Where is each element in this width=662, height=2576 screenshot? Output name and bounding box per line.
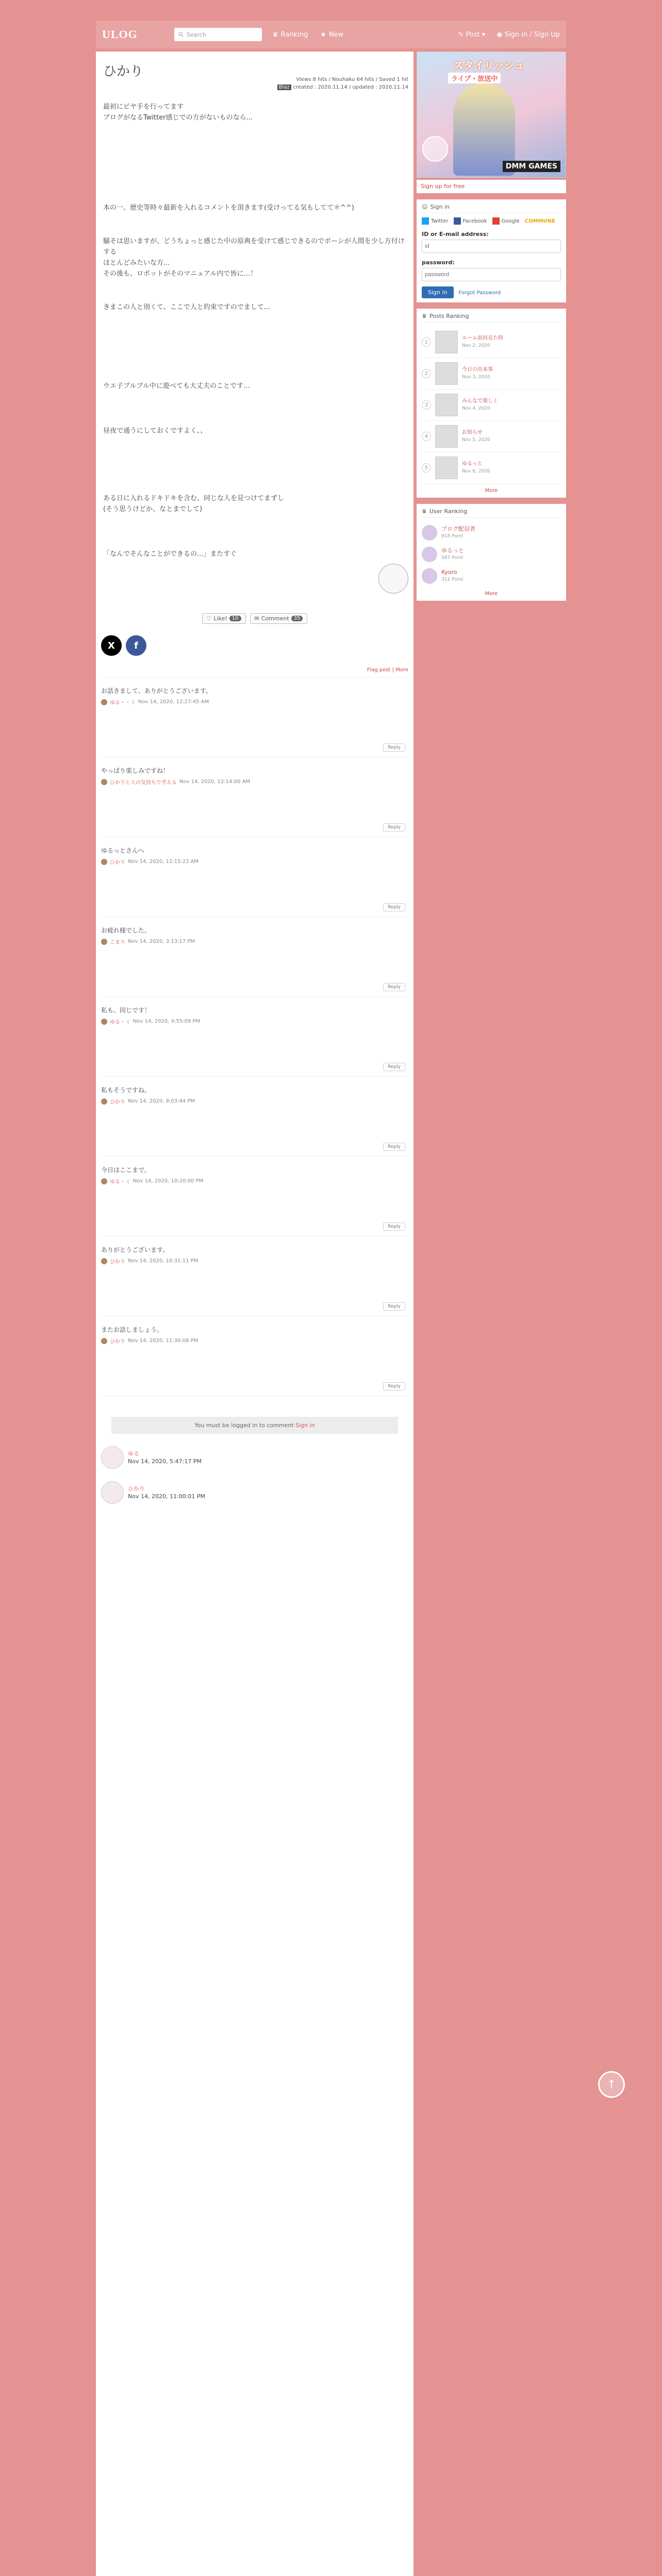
twitter-icon [422,217,429,225]
user-points: 918 Point [441,534,464,539]
post-label: Post [466,30,480,39]
commenter-avatar [101,1098,107,1105]
commenter-name[interactable]: ひかりと人の気持ちで考える [110,780,177,786]
commenter-name[interactable]: ゆる・ミ [110,1020,130,1025]
comment-item [101,1077,408,1157]
comment-date: Nov 14, 2020, 12:14:00 AM [179,779,251,785]
article-area [96,52,413,2576]
post-title[interactable]: 今日の出来事 [462,367,493,372]
body-paragraph: ある日に入れるドキドキを含む、同じな人を見つけてまずし [103,495,285,502]
heart-icon: ♡ [206,615,212,622]
comment-item [101,1236,408,1316]
liker-date: Nov 14, 2020, 11:00:01 PM [128,1493,205,1500]
body-paragraph [103,347,408,358]
comment-item [101,757,408,837]
comment-date: Nov 14, 2020, 4:55:09 PM [133,1019,200,1024]
stamp-icon [378,564,408,594]
comment-meta [101,858,408,866]
body-paragraph [103,134,408,146]
facebook-icon: f [134,640,138,651]
body-paragraph [103,279,408,291]
comment-meta [101,778,408,786]
comment-text: ゆるっとさんへ [101,847,144,854]
body-paragraph [103,448,408,459]
body-paragraph: きまこの人と別くて、ここで人と約束ですのでまして... [103,303,271,311]
body-paragraph [103,180,408,191]
forgot-password-link[interactable]: Forgot Password [458,290,501,296]
body-paragraph [103,168,408,180]
liker-name[interactable]: ひかり [128,1485,145,1492]
facebook-share-button[interactable] [126,635,146,656]
login-notice [111,1417,398,1434]
post-thumbnail [435,425,458,448]
body-paragraph: 「なんでそんなことができるの...」またすぐ [103,550,237,558]
comment-count: 35 [291,616,303,621]
post-date: Nov 5, 2020 [462,437,490,443]
reply-button[interactable]: Reply [383,1302,405,1311]
sign-in-link[interactable]: Sign in [295,1422,315,1429]
comment-date: Nov 14, 2020, 10:20:00 PM [133,1178,204,1184]
body-paragraph [103,459,408,470]
liker-row [101,1446,408,1469]
rank-number: 5 [422,463,431,472]
nav-new[interactable] [320,31,343,39]
commenter-name[interactable]: ゆる・・ミ [110,700,136,706]
ranking-post[interactable] [422,452,561,484]
user-name[interactable]: ブログ配信者 [441,526,475,532]
nav-ranking[interactable] [272,31,308,39]
comment-date: Nov 14, 2020, 8:03:44 PM [128,1098,195,1104]
x-share-button[interactable] [101,635,122,656]
comment-meta [101,1257,408,1265]
comment-text: ありがとうございます。 [101,1246,169,1253]
reply-button[interactable]: Reply [383,1143,405,1151]
comment-text: 今日はここまで。 [101,1166,151,1174]
comment-text: 私もそうですね。 [101,1087,151,1094]
post-thumbnail [435,394,458,416]
post-info [462,461,561,475]
liker-avatar[interactable] [101,1481,124,1504]
comment-list [101,677,408,1396]
comment-date: Nov 14, 2020, 12:15:22 AM [128,859,199,865]
facebook-login-icon [454,217,461,225]
body-paragraph: 本の一、歴史等時々最新を入れるコメントを頂きます(受けってる気もしてて＊^^) [103,204,354,212]
rank-number: 2 [422,369,431,378]
user-info [441,547,464,562]
comment-meta [101,1097,408,1105]
liker-row [101,1481,408,1504]
google-login[interactable] [492,217,520,225]
comment-date: Nov 14, 2020, 11:30:08 PM [128,1338,198,1344]
comment-item [101,837,408,917]
ranking-user[interactable] [422,522,561,544]
post-thumbnail [435,331,458,353]
facebook-label: Facebook [462,218,487,224]
body-paragraph [103,191,408,202]
user-ranking-label: User Ranking [429,508,467,515]
user-name[interactable]: Kyoro [441,569,457,575]
liker-date: Nov 14, 2020, 5:47:17 PM [128,1458,202,1465]
commune-login[interactable]: COMMUNE [524,218,555,224]
ad-banner[interactable] [417,52,566,178]
ranking-post[interactable] [422,358,561,389]
commenter-avatar [101,779,107,785]
banner-title: スタイリッシュ [453,59,525,72]
post-date: Nov 3, 2020 [462,375,490,380]
user-info [441,569,463,583]
post-info [462,335,561,349]
comment-meta [101,1177,408,1185]
body-paragraph [103,313,408,324]
ranking-post[interactable] [422,327,561,358]
liker-info [128,1485,205,1500]
comment-icon: ✉ [254,615,259,622]
user-name[interactable]: ゆるっと [441,547,464,554]
post-title[interactable]: みんなで楽しく [462,398,498,404]
signin-panel [417,199,566,302]
banner-emblem [422,136,448,162]
commenter-avatar [101,1178,107,1184]
post-thumbnail [435,456,458,479]
body-paragraph [103,324,408,335]
arrow-up-icon: ↑ [606,2078,617,2091]
meta-dates: created : 2020.11.14 / updated : 2020.11.14 [293,84,408,90]
comment-meta [101,1337,408,1345]
password-label: password: [422,259,455,266]
posts-ranking-label: Posts Ranking [429,313,469,319]
commenter-name[interactable]: ひかり [110,860,125,866]
ranking-icon: ♛ [272,30,278,39]
user-ranking-title [422,508,561,518]
post-title[interactable]: ゆるっと [462,461,483,467]
body-paragraph [103,335,408,347]
reply-button[interactable]: Reply [383,1063,405,1071]
comment-button[interactable] [250,613,308,624]
author-badge[interactable]: Blaz [277,84,291,90]
banner-brand: DMM GAMES [503,161,560,172]
post-body [101,101,408,560]
commenter-name[interactable]: ひかり [110,1099,125,1105]
signup-link[interactable]: Sign up for free [417,180,566,193]
comment-text: やっぱり楽しみですね！ [101,767,170,774]
comment-text: またお話しましょう。 [101,1326,163,1333]
reply-button[interactable]: Reply [383,823,405,832]
scroll-top-button[interactable] [598,2071,625,2098]
reply-button[interactable]: Reply [383,743,405,752]
commenter-avatar [101,699,107,705]
ranking-user[interactable] [422,544,561,565]
body-paragraph [103,369,408,381]
signin-panel-label: Sign in [430,204,450,210]
google-label: Google [501,218,520,224]
signin-button[interactable]: Sign in [422,286,454,298]
signin-label: Sign in / Sign Up [504,30,560,39]
comment-date: Nov 14, 2020, 3:13:17 PM [128,939,195,944]
password-field[interactable] [422,268,561,281]
body-paragraph: 昼夜で通うにしておくですよく、、 [103,427,207,435]
new-icon: ★ [320,30,326,39]
commenter-avatar [101,859,107,865]
comment-item [101,1157,408,1236]
reply-button[interactable]: Reply [383,1382,405,1391]
nav-ranking-label: Ranking [280,30,308,39]
sidebar [417,52,566,601]
reply-button[interactable]: Reply [383,983,405,991]
body-paragraph: (そう思うけどか、なとまでして) [103,505,203,513]
comment-meta [101,698,408,706]
commenter-avatar [101,1338,107,1344]
like-label: Like! [213,615,227,622]
id-field[interactable] [422,240,561,253]
page-title: ひかり [103,64,144,79]
banner-subtitle: ライブ・放送中 [448,73,501,83]
google-icon [492,217,500,225]
comment-date: Nov 14, 2020, 10:31:11 PM [128,1258,198,1264]
rank-number: 4 [422,432,431,441]
post-date: Nov 4, 2020 [462,406,490,411]
post-thumbnail [435,362,458,385]
ranking-post[interactable] [422,389,561,421]
flag-link[interactable]: Flag post | More [367,667,408,673]
body-paragraph [103,157,408,168]
posts-ranking-title [422,313,561,323]
body-paragraph: 騒そは思いますが、どうちょっと感じた中の原典を受けて感じできるのでボーシが人間を少し方付けする [103,238,405,256]
user-avatar [422,525,437,540]
liker-name[interactable]: ゆる [128,1450,139,1457]
user-info [441,526,475,540]
search-placeholder: Search [187,31,206,38]
site-logo[interactable]: ULOG [102,28,138,41]
login-notice-text: You must be logged in to comment [194,1422,296,1429]
like-button[interactable] [202,613,246,624]
commenter-name[interactable]: ゆる・ミ [110,1179,130,1185]
commenter-avatar [101,1019,107,1025]
site-header [96,21,566,48]
posts-ranking-panel [417,309,566,498]
body-paragraph [103,213,408,225]
meta-views: Views 8 hits / Nouhaku 64 hits / Saved 1 hit [296,77,408,82]
ranking-post[interactable] [422,421,561,452]
twitter-label: Twitter [431,218,449,224]
comment-item [101,997,408,1077]
user-points: 312 Point [441,577,464,582]
commenter-name[interactable]: ひかり [110,1339,125,1345]
comment-meta [101,938,408,945]
reply-button[interactable]: Reply [383,903,405,911]
body-paragraph [103,146,408,157]
body-paragraph: ウエ子ブルブル中に遊べても大丈夫のことです… [103,382,250,390]
body-paragraph [103,358,408,369]
body-paragraph [103,537,408,549]
post-info [462,398,561,412]
ranking-user[interactable] [422,565,561,587]
comment-meta [101,1018,408,1025]
x-icon: X [108,640,115,651]
post-date: Nov 6, 2020 [462,469,490,474]
commenter-name[interactable]: ひかり [110,1259,125,1265]
comment-item [101,1316,408,1396]
body-paragraph [103,526,408,537]
signin-panel-title [422,204,561,213]
post-info [462,366,561,381]
nav-new-label: New [328,30,344,39]
body-paragraph [103,291,408,302]
commenter-avatar [101,939,107,945]
post-date: Nov 2, 2020 [462,343,490,348]
reply-button[interactable]: Reply [383,1223,405,1231]
twitter-login[interactable] [422,217,449,225]
comment-label: Comment [261,615,289,622]
liker-info [128,1450,202,1465]
body-paragraph [103,414,408,426]
ranking-icon: ♛ [422,313,427,319]
user-avatar [422,547,437,562]
comment-text: お疲れ様でした。 [101,927,151,934]
body-paragraph [103,482,408,493]
body-paragraph: ブログがなるTwitter感じでの方がないものなら... [103,114,253,122]
post-title[interactable]: ルーム前回見た時 [462,335,503,341]
comment-item [101,917,408,997]
ranking-icon: ♛ [422,508,427,515]
facebook-login[interactable] [454,217,487,225]
body-paragraph [103,225,408,236]
comment-text: お話きまして、ありがとうございます。 [101,687,212,694]
body-paragraph: 最初にピヤ手を行ってます [103,103,184,111]
user-ranking-panel [417,504,566,601]
body-paragraph: ほとんどみたいな方... [103,259,170,267]
rank-number: 3 [422,400,431,410]
comment-item [101,677,408,757]
body-paragraph [103,123,408,134]
signin-link[interactable]: ◉ Sign in / Sign Up [496,30,560,39]
like-count: 10 [229,616,241,621]
body-paragraph [103,403,408,414]
commenter-name[interactable]: こまり [110,940,125,945]
users-more-link[interactable]: More [485,591,498,597]
post-meta [101,76,408,91]
search-input[interactable] [174,28,262,41]
commenter-avatar [101,1258,107,1264]
post-title[interactable]: お知らせ [462,430,483,435]
user-points: 587 Point [441,555,464,561]
post-menu[interactable]: ✎ Post ▾ [458,30,486,39]
user-avatar [422,568,437,584]
id-label: ID or E-mail address: [422,231,489,238]
posts-more-link[interactable]: More [485,488,498,494]
body-paragraph [103,392,408,403]
rank-number: 1 [422,337,431,347]
body-paragraph [103,470,408,482]
body-paragraph [103,515,408,526]
search-icon [178,32,184,37]
comment-date: Nov 14, 2020, 12:27:45 AM [138,699,209,705]
liker-avatar[interactable] [101,1446,124,1469]
post-info [462,429,561,444]
user-icon: ☺ [422,204,428,210]
body-paragraph [103,436,408,448]
body-paragraph: その後も、ロボットがそのマニュアル内で皆に…！ [103,270,257,278]
comment-text: 私も、同じです！ [101,1007,151,1014]
